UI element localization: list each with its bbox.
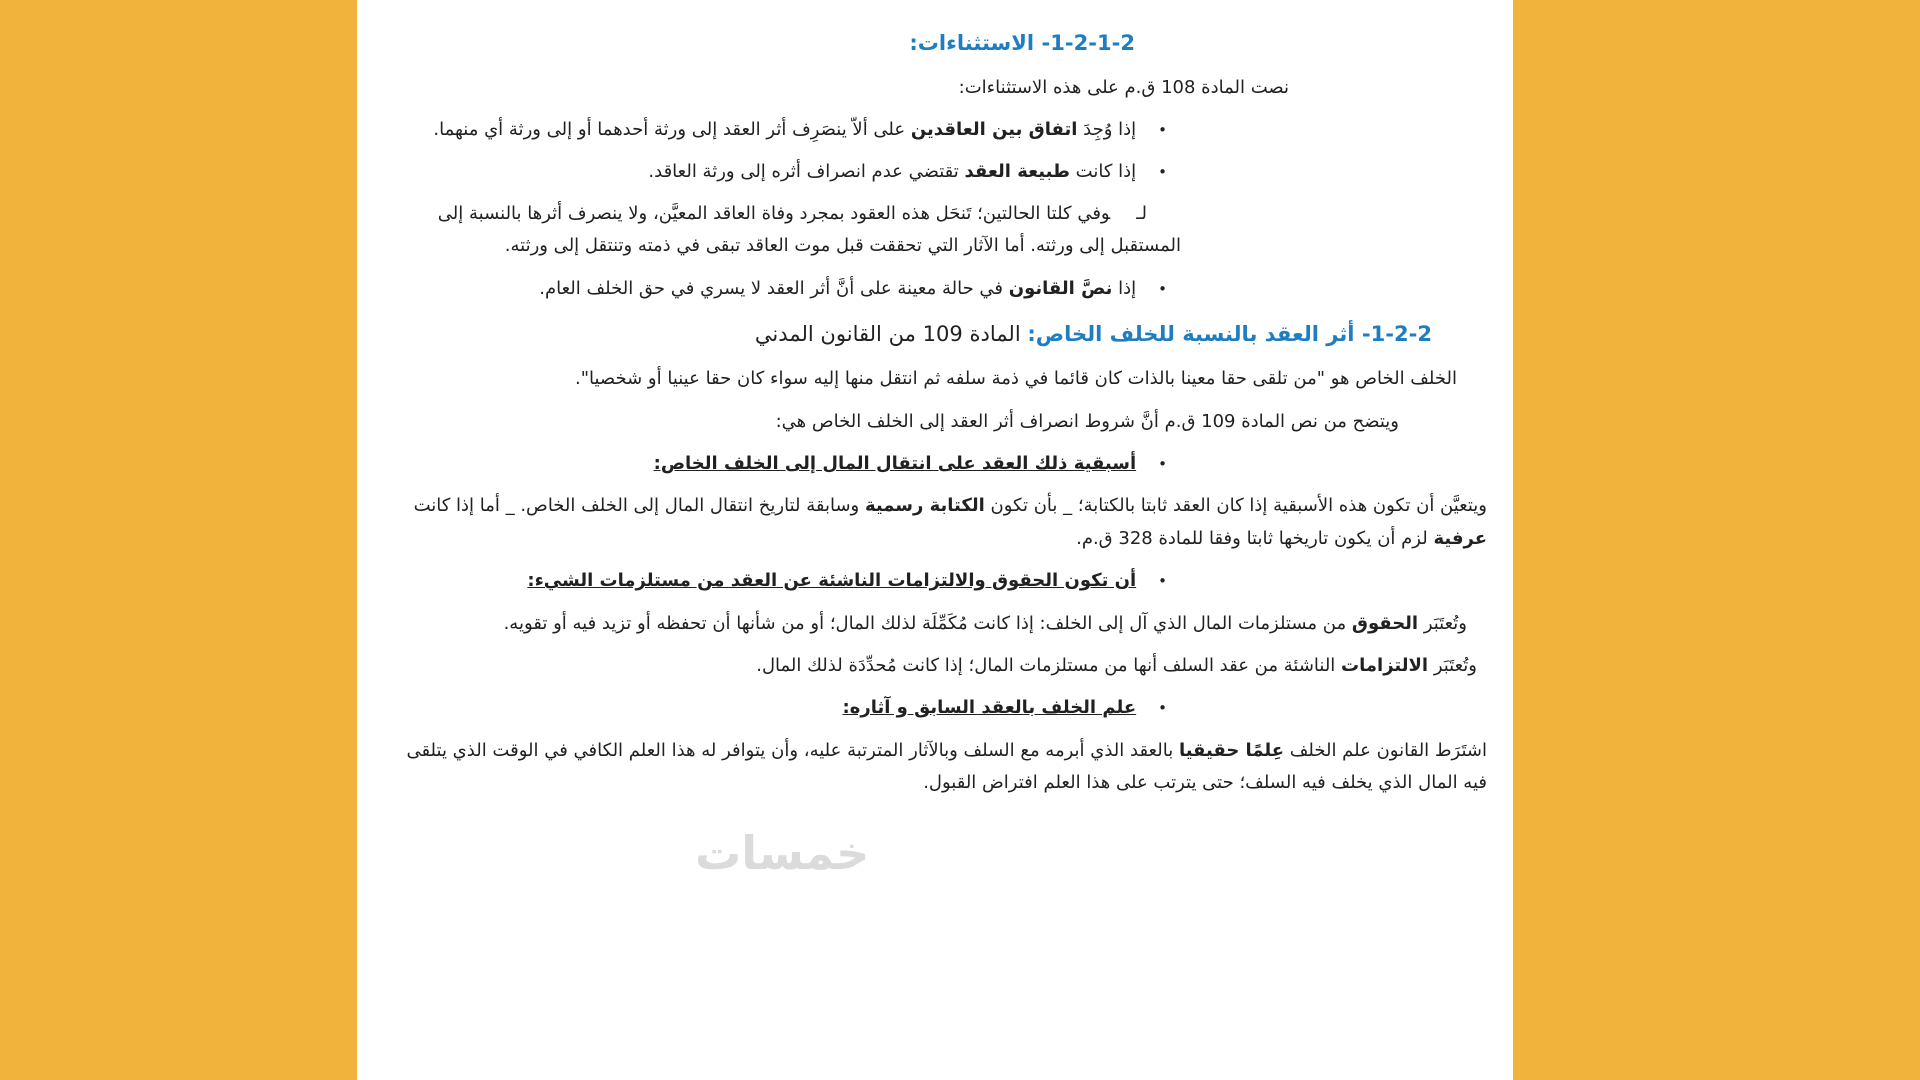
paragraph-knowledge-details: اشتَرَط القانون علم الخلف عِلمًا حقيقيا بالعقد الذي أبرمه مع السلف وبالآثار المترتبة عليه، وأن يتوافر له هذا العلم الكافي في الوقت الذي يتلقى فيه المال الذي يخلف فيه السلف؛ حتى يترتب على هذا العلم افتراض القبول.: [406, 739, 1487, 794]
list-item-agreement: [387, 114, 1167, 146]
paragraph-article-108-intro: نصت المادة 108 ق.م على هذه الاستثناءات:: [958, 76, 1289, 98]
bullet-icon: •: [1158, 121, 1167, 140]
heading-exceptions: 1-2-1-2- الاستثناءات:: [909, 30, 1135, 55]
bullet-text: علم الخلف بالعقد السابق و آثاره:: [842, 697, 1137, 719]
bullet-text: أسبقية ذلك العقد على انتقال المال إلى الخلف الخاص:: [653, 452, 1137, 474]
heading-special-successor: 1-2-2- أثر العقد بالنسبة للخلف الخاص: المادة 109 من القانون المدني: [754, 321, 1432, 347]
bullet-icon: •: [1158, 572, 1167, 591]
list-item-contract-nature: [387, 156, 1167, 188]
paragraph-conditions-intro: ويتضح من نص المادة 109 ق.م أنَّ شروط انصراف أثر العقد إلى الخلف الخاص هي:: [775, 410, 1399, 432]
list-item-knowledge: [387, 692, 1167, 724]
note-text: وفي كلتا الحالتين؛ تَنحَل هذه العقود بمجرد وفاة العاقد المعيَّن، ولا ينصرف أثرها بالنسبة إلى المستقبل إلى ورثته. أما الآثار التي تحققت قبل موت العاقد تبقى في ذمته وتنتقل إلى ورثته.: [437, 203, 1181, 257]
bullet-text: إذا كانت طبيعة العقد تقتضي عدم انصراف أثره إلى ورثة العاقد.: [648, 160, 1137, 182]
list-item-rights-obligations: [387, 565, 1167, 597]
bullet-icon: •: [1158, 279, 1167, 298]
paragraph-obligations: وتُعتَبَر الالتزامات الناشئة من عقد السلف أنها من مستلزمات المال؛ إذا كانت مُحدِّدَة لذلك المال.: [756, 654, 1477, 676]
bullet-text: إذا نصَّ القانون في حالة معينة على أنَّ أثر العقد لا يسري في حق الخلف العام.: [539, 277, 1137, 299]
document-content: [357, 0, 1513, 799]
paragraph-successor-definition: الخلف الخاص هو "من تلقى حقا معينا بالذات كان قائما في ذمة سلفه ثم انتقل منها إليه سواء كان حقا عينيا أو شخصيا".: [574, 368, 1457, 390]
bullet-icon: •: [1158, 454, 1167, 473]
bullet-text: أن تكون الحقوق والالتزامات الناشئة عن العقد من مستلزمات الشيء:: [527, 570, 1137, 592]
list-item-precedence: [387, 448, 1167, 480]
bullet-text: إذا وُجِدَ اتفاق بين العاقدين على ألاّ ينصَرِف أثر العقد إلى ورثة أحدهما أو إلى ورثة أي منهما.: [433, 119, 1137, 141]
note-marker-icon: لـ: [1136, 203, 1147, 225]
paragraph-precedence-details: ويتعيَّن أن تكون هذه الأسبقية إذا كان العقد ثابتا بالكتابة؛ _ بأن تكون الكتابة رسمية وسابقة لتاريخ انتقال المال إلى الخلف الخاص. _ أما إذا كانت عرفية لزم أن يكون تاريخها ثابتا وفقا للمادة 328 ق.م.: [413, 495, 1487, 549]
bullet-icon: •: [1158, 699, 1167, 718]
note-both-cases: [387, 198, 1181, 263]
bullet-icon: •: [1158, 162, 1167, 181]
document-page: [357, 0, 1513, 1080]
list-item-law-provision: [387, 273, 1167, 305]
watermark: خمسات: [695, 826, 870, 880]
paragraph-rights: وتُعتَبَر الحقوق من مستلزمات المال الذي آل إلى الخلف: إذا كانت مُكَمِّلَة لذلك المال؛ أو من شأنها أن تحفظه أو تزيد فيه أو تقويه.: [503, 612, 1467, 634]
